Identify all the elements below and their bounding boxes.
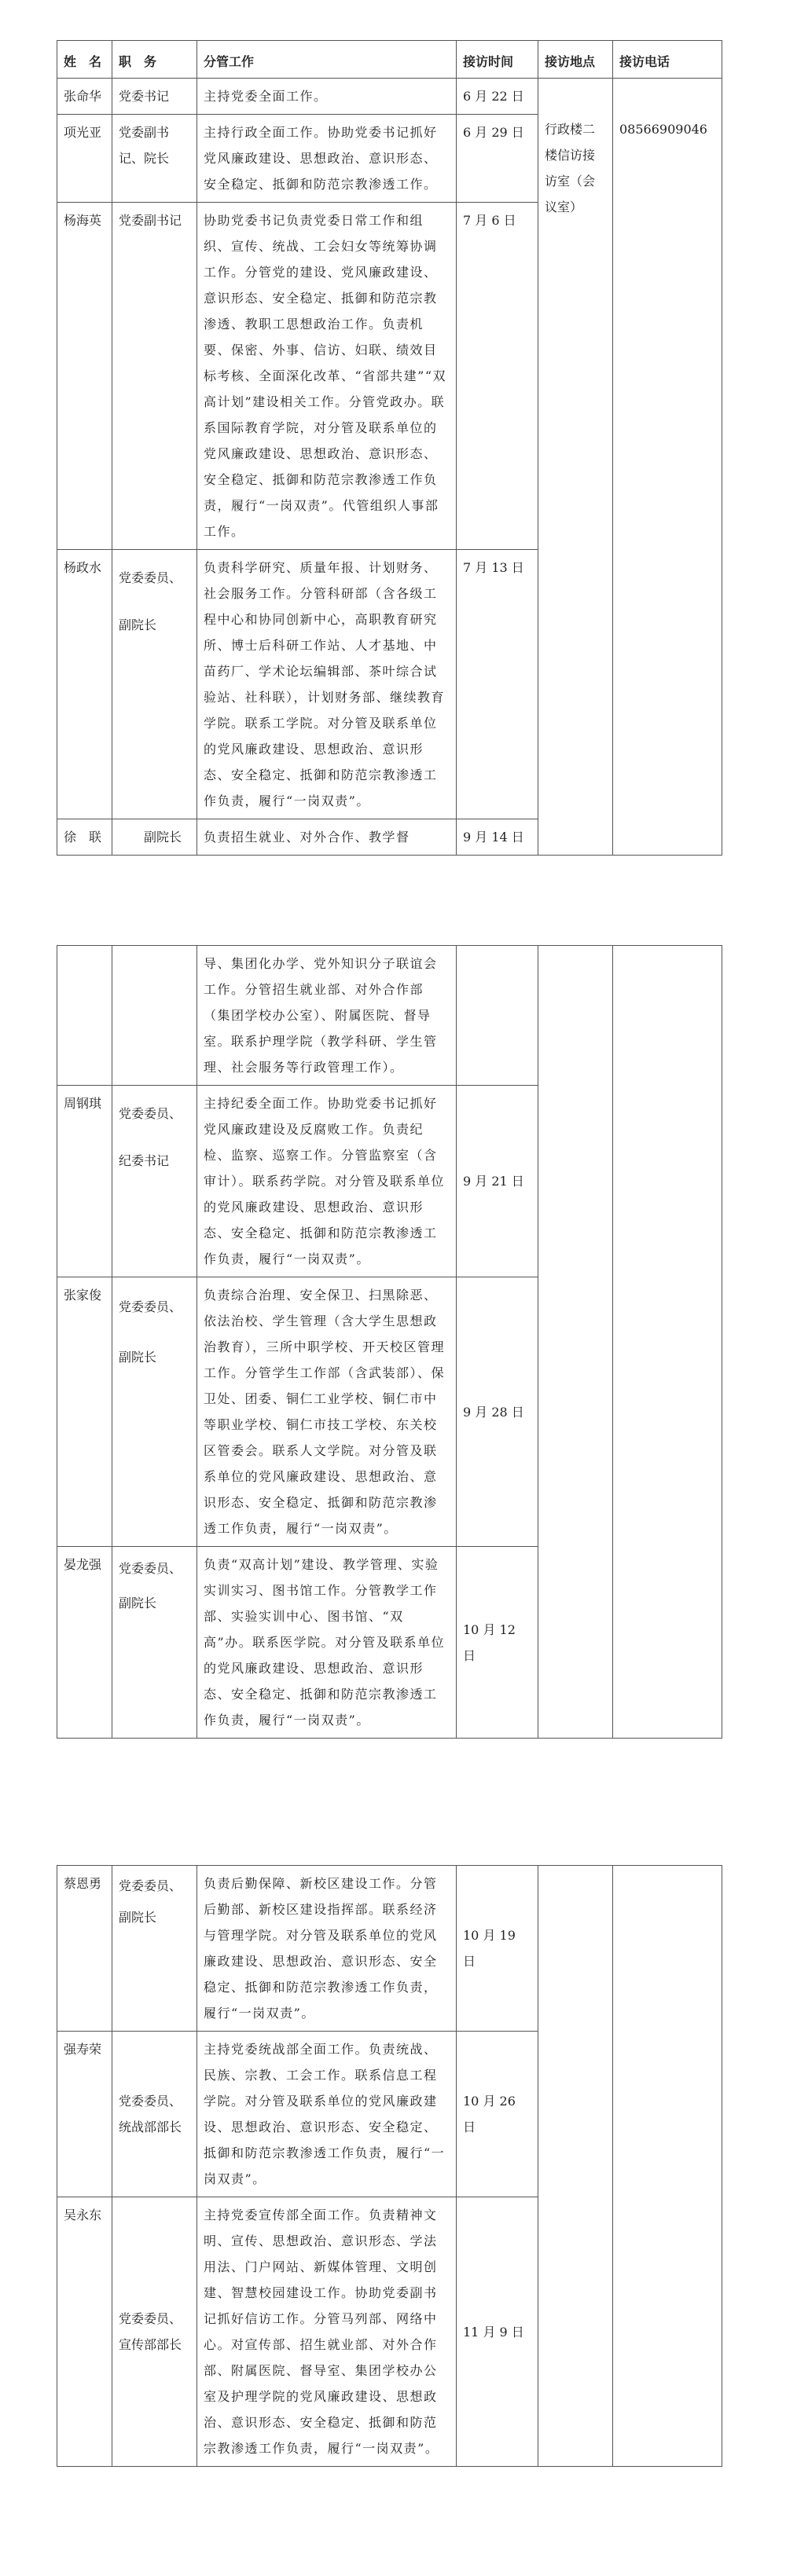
- cell-duties: 负责后勤保障、新校区建设工作。分管后勤部、新校区建设指挥部。联系经济与管理学院。对分管及联系单位的党风廉政建设、思想政治、意识形态、安全稳定、抵御和防范宗教渗透工作负责，履行“一岗双责”。: [197, 1866, 457, 2032]
- cell-position: 党委书记: [112, 79, 197, 115]
- reception-schedule-table-continued-2: [57, 1865, 722, 2467]
- cell-place: 行政楼二楼信访接访室（会议室）: [538, 79, 613, 856]
- cell-name: 周钢琪: [57, 1086, 112, 1277]
- cell-position: 党委副书记: [112, 203, 197, 550]
- cell-name: 张家俊: [57, 1277, 112, 1547]
- cell-time: 11 月 9 日: [457, 2197, 538, 2467]
- table-row: [57, 1866, 722, 2032]
- reception-schedule-table-continued: [57, 945, 722, 1739]
- reception-schedule-table: [57, 40, 722, 856]
- cell-place-empty: [538, 1866, 613, 2467]
- table-row: [57, 79, 722, 115]
- table-section-2: [57, 945, 722, 1739]
- cell-position: 党委委员、副院长: [112, 1277, 197, 1547]
- cell-position: 副院长: [112, 819, 197, 856]
- cell-place-empty: [538, 946, 613, 1739]
- header-name: 姓 名: [57, 41, 112, 79]
- cell-time: 9 月 28 日: [457, 1277, 538, 1547]
- cell-duties: 负责“双高计划”建设、教学管理、实验实训实习、图书馆工作。分管教学工作部、实验实训中心、图书馆、“双高”办。联系医学院。对分管及联系单位的党风廉政建设、思想政治、意识形态、安全稳定、抵御和防范宗教渗透工作负责，履行“一岗双责”。: [197, 1547, 457, 1739]
- table-section-3: [57, 1865, 722, 2467]
- cell-position: 党委委员、副院长: [112, 1866, 197, 2032]
- cell-duties: 负责科学研究、质量年报、计划财务、社会服务工作。分管科研部（含各级工程中心和协同创新中心，高职教育研究所、博士后科研工作站、人才基地、中苗药厂、学术论坛编辑部、茶叶综合试验站、社科联），计划财务部、继续教育学院。联系工学院。对分管及联系单位的党风廉政建设、思想政治、意识形态、安全稳定、抵御和防范宗教渗透工作负责，履行“一岗双责”。: [197, 550, 457, 819]
- cell-name: 晏龙强: [57, 1547, 112, 1739]
- cell-duties: 主持行政全面工作。协助党委书记抓好党风廉政建设、思想政治、意识形态、安全稳定、抵御和防范宗教渗透工作。: [197, 115, 457, 203]
- cell-duties: 主持党委全面工作。: [197, 79, 457, 115]
- table-row: [57, 946, 722, 1086]
- cell-name: 强寿荣: [57, 2032, 112, 2197]
- cell-duties: 导、集团化办学、党外知识分子联谊会工作。分管招生就业部、对外合作部（集团学校办公室）、附属医院、督导室。联系护理学院（教学科研、学生管理、社会服务等行政管理工作）。: [197, 946, 457, 1086]
- cell-time: 10 月 12 日: [457, 1547, 538, 1739]
- cell-name: 吴永东: [57, 2197, 112, 2467]
- cell-name: 杨海英: [57, 203, 112, 550]
- cell-position: 党委委员、统战部部长: [112, 2032, 197, 2197]
- cell-time: 9 月 14 日: [457, 819, 538, 856]
- cell-phone-empty: [613, 946, 722, 1739]
- header-time: 接访时间: [457, 41, 538, 79]
- header-row: [57, 41, 722, 79]
- cell-duties: 协助党委书记负责党委日常工作和组织、宣传、统战、工会妇女等统筹协调工作。分管党的建设、党风廉政建设、意识形态、安全稳定、抵御和防范宗教渗透、教职工思想政治工作。负责机要、保密、外事、信访、妇联、绩效目标考核、全面深化改革、“省部共建”“双高计划”建设相关工作。分管党政办。联系国际教育学院，对分管及联系单位的党风廉政建设、思想政治、意识形态、安全稳定、抵御和防范宗教渗透工作负责，履行“一岗双责”。代管组织人事部工作。: [197, 203, 457, 550]
- cell-name: 张命华: [57, 79, 112, 115]
- cell-duties: 主持党委统战部全面工作。负责统战、民族、宗教、工会工作。联系信息工程学院。对分管及联系单位的党风廉政建设、思想政治、意识形态、安全稳定、抵御和防范宗教渗透工作负责，履行“一岗双责”。: [197, 2032, 457, 2197]
- cell-phone-empty: [613, 1866, 722, 2467]
- cell-position: 党委副书记、院长: [112, 115, 197, 203]
- cell-position: 党委委员、宣传部部长: [112, 2197, 197, 2467]
- cell-time: 7 月 13 日: [457, 550, 538, 819]
- cell-duties: 主持党委宣传部全面工作。负责精神文明、宣传、思想政治、意识形态、学法用法、门户网站、新媒体管理、文明创建、智慧校园建设工作。协助党委副书记抓好信访工作。分管马列部、网络中心。对宣传部、招生就业部、对外合作部、附属医院、督导室、集团学校办公室及护理学院的党风廉政建设、思想政治、意识形态、安全稳定、抵御和防范宗教渗透工作负责，履行“一岗双责”。: [197, 2197, 457, 2467]
- cell-time: 6 月 29 日: [457, 115, 538, 203]
- cell-duties: 负责综合治理、安全保卫、扫黑除恶、依法治校、学生管理（含大学生思想政治教育），三所中职学校、开天校区管理工作。分管学生工作部（含武装部）、保卫处、团委、铜仁工业学校、铜仁市中等职业学校、铜仁市技工学校、东关校区管委会。联系人文学院。对分管及联系单位的党风廉政建设、思想政治、意识形态、安全稳定、抵御和防范宗教渗透工作负责，履行“一岗双责”。: [197, 1277, 457, 1547]
- cell-time: 9 月 21 日: [457, 1086, 538, 1277]
- cell-position: 党委委员、副院长: [112, 1547, 197, 1739]
- cell-duties: 负责招生就业、对外合作、教学督: [197, 819, 457, 856]
- cell-time: 10 月 19 日: [457, 1866, 538, 2032]
- cell-name: 徐 联: [57, 819, 112, 856]
- cell-time: 6 月 22 日: [457, 79, 538, 115]
- cell-phone: 08566909046: [613, 79, 722, 856]
- cell-time: 10 月 26 日: [457, 2032, 538, 2197]
- cell-duties: 主持纪委全面工作。协助党委书记抓好党风廉政建设及反腐败工作。负责纪检、监察、巡察工作。分管监察室（含审计）。联系药学院。对分管及联系单位的党风廉政建设、思想政治、意识形态、安全稳定、抵御和防范宗教渗透工作负责，履行“一岗双责”。: [197, 1086, 457, 1277]
- header-position: 职 务: [112, 41, 197, 79]
- header-phone: 接访电话: [613, 41, 722, 79]
- cell-position: 党委委员、纪委书记: [112, 1086, 197, 1277]
- cell-time: 7 月 6 日: [457, 203, 538, 550]
- header-duties: 分管工作: [197, 41, 457, 79]
- cell-position: 党委委员、副院长: [112, 550, 197, 819]
- header-place: 接访地点: [538, 41, 613, 79]
- cell-name: 项光亚: [57, 115, 112, 203]
- table-section-1: [57, 40, 722, 856]
- cell-name: 杨政水: [57, 550, 112, 819]
- cell-name: 蔡恩勇: [57, 1866, 112, 2032]
